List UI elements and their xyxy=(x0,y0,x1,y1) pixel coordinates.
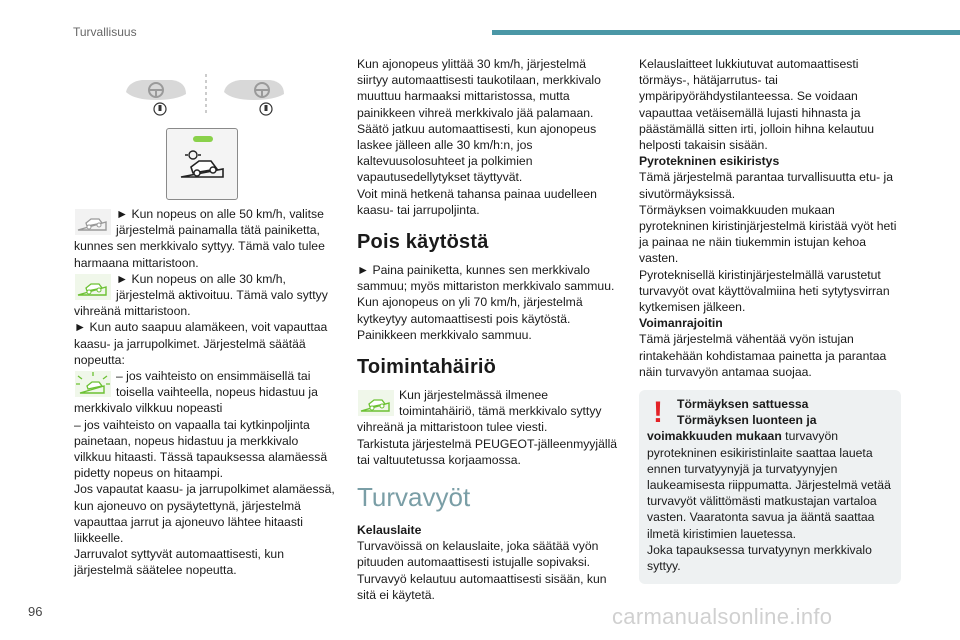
text-resume: Säätö jatkuu automaattisesti, kun ajonopeus laskee jälleen alle 30 km/h:n, jos kaltevuusolosuhteet ja polkimien vapautusedellytykset täyttyvät. xyxy=(357,121,597,185)
text-dealer: Tarkistuta järjestelmä PEUGEOT-jälleenmyyjällä tai valtuutetussa korjaamossa. xyxy=(357,436,618,467)
text-pyro-3: Pyroteknisellä kiristinjärjestelmällä varustetut turvavyöt ovat käyttövalmiina heti sytytysvirran kytkemisen jälkeen. xyxy=(639,267,890,315)
paragraph-first-gear xyxy=(74,368,336,417)
text-release-pedals: ► Kun auto saapuu alamäkeen, voit vapauttaa kaasu- ja jarrupolkimet. Järjestelmä säätää nopeutta: xyxy=(74,320,328,367)
subheading-pyrotekninen: Pyrotekninen esikiristys xyxy=(639,154,780,169)
text-locking: Kelauslaitteet lukkiutuvat automaattisesti törmäys-, hätäjarrutus- tai ympäripyörähdystilanteessa. Se voidaan vapauttaa vetäisemällä lujasti hihnasta ja päästämällä sitten irti, jolloin hihna kelautuu helposti takaisin sisään. xyxy=(639,57,875,153)
header-accent-bar xyxy=(492,30,960,35)
heading-turvavyot: Turvavyöt xyxy=(357,482,471,513)
text-activation: ► Kun nopeus on alle 30 km/h, järjestelmä aktivoituu. Tämä valo syttyy vihreänä mittaristoon. xyxy=(74,271,328,319)
text-pyro-1: Tämä järjestelmä parantaa turvallisuutta etu- ja sivutörmäyksissä. xyxy=(639,170,894,201)
grey-indicator-icon xyxy=(126,80,186,115)
text-stopped: Jos vapautat kaasu- ja jarrupolkimet alamäessä, kun ajoneuvo on pysäytettynä, järjestelmä vapauttaa jarrut ja ajoneuvo lähtee hitaasti liikkeelle. xyxy=(74,482,335,546)
text-select-system: ► Kun nopeus on alle 50 km/h, valitse järjestelmä painamalla tätä painiketta, kunnes sen merkkivalo syttyy. Tämä valo tulee harmaana mittaristoon. xyxy=(74,207,325,270)
green-indicator-icon xyxy=(224,80,284,115)
subheading-kelauslaite: Kelauslaite xyxy=(357,523,422,538)
hill-descent-indicators-figure xyxy=(120,70,290,120)
warning-header xyxy=(647,396,893,428)
text-kelauslaite: Turvavöissä on kelauslaite, joka säätää vyön pituuden automaattisesti istujalle sopivaksi. Turvavyö kelautuu automaattisesti sisään, kun sitä ei käytetä. xyxy=(357,539,607,602)
text-first-gear: – jos vaihteisto on ensimmäisellä tai toisella vaihteella, nopeus hidastuu ja merkkivalo vilkkuu nopeasti xyxy=(74,369,318,416)
heading-pois-kaytosta: Pois käytöstä xyxy=(357,231,489,254)
warning-title-2: Törmäyksen luonteen ja xyxy=(677,413,817,428)
subheading-voimanrajoitin: Voimanrajoitin xyxy=(639,316,723,331)
text-press-button: ► Paina painiketta, kunnes sen merkkivalo sammuu; myös mittariston merkkivalo sammuu. xyxy=(357,263,615,294)
paragraph-activation xyxy=(74,271,336,320)
text-fault: Kun järjestelmässä ilmenee toimintahäiriö, tämä merkkivalo syttyy vihreänä ja mittaristoon tulee viesti. xyxy=(357,388,602,435)
warning-title-1: Törmäyksen sattuessa xyxy=(677,397,809,412)
hill-descent-flashing-icon xyxy=(74,370,112,398)
warning-box xyxy=(639,390,901,584)
text-light-off: Painikkeen merkkivalo sammuu. xyxy=(357,327,532,342)
warning-icon: ! xyxy=(653,396,663,430)
paragraph-select-system xyxy=(74,206,336,271)
heading-toimintahairio: Toimintahäiriö xyxy=(357,356,497,379)
hill-descent-green-icon xyxy=(74,273,112,301)
column-2 xyxy=(357,56,619,603)
warning-text-1: voimakkuuden mukaan turvavyön pyrotekninen esikiristinlaite saattaa laueta ennen turvatyynyjä ja turvatyynyjen laukeamisesta riippumatta. Järjestelmä vetää turvavyöt välittömästi matkustajan vartaloa vasten. Vaaratonta savua ja ääntä saattaa ilmetä kiristimien lauetessa. xyxy=(647,429,891,541)
hill-descent-button-icon xyxy=(167,129,237,199)
paragraph-fault xyxy=(357,387,619,436)
text-pyro-2: Törmäyksen voimakkuuden mukaan pyrotekninen kiristinjärjestelmä kiristää vyöt heti ja painaa ne näin tiukemmin istujan kehoa vasten. xyxy=(639,202,897,266)
section-title: Turvallisuus xyxy=(73,25,137,39)
column-3 xyxy=(639,56,901,584)
page-number: 96 xyxy=(28,604,43,619)
hill-descent-grey-icon xyxy=(74,208,112,236)
hill-descent-button-figure xyxy=(166,128,238,200)
text-voimanrajoitin: Tämä järjestelmä vähentää vyön istujan rintakehään kohdistamaa painetta ja parantaa näin turvavyön antamaa suojaa. xyxy=(639,332,887,379)
text-neutral: – jos vaihteisto on vapaalla tai kytkinpoljinta painetaan, nopeus hidastuu ja merkkivalo vilkkuu hitaasti. Tässä tapauksessa alamäessä pidetty nopeus on hitaampi. xyxy=(74,417,328,481)
watermark: carmanualsonline.info xyxy=(612,604,833,629)
warning-text-2: Joka tapauksessa turvatyynyn merkkivalo syttyy. xyxy=(647,542,872,574)
text-over-30: Kun ajonopeus ylittää 30 km/h, järjestelmä siirtyy automaattisesti taukotilaan, merkkivalo muuttuu harmaaksi mittaristossa, mutta painikkeen vihreä merkkivalo jää palamaan. xyxy=(357,57,601,120)
text-press-pedal: Voit minä hetkenä tahansa painaa uudelleen kaasu- tai jarrupoljinta. xyxy=(357,186,597,217)
text-over-70: Kun ajonopeus on yli 70 km/h, järjestelmä kytkeytyy automaattisesti pois käytöstä. xyxy=(357,295,583,326)
text-brake-lights: Jarruvalot syttyvät automaattisesti, kun järjestelmä säätelee nopeutta. xyxy=(74,547,284,578)
hill-descent-fault-icon xyxy=(357,389,395,417)
column-1 xyxy=(74,206,336,579)
